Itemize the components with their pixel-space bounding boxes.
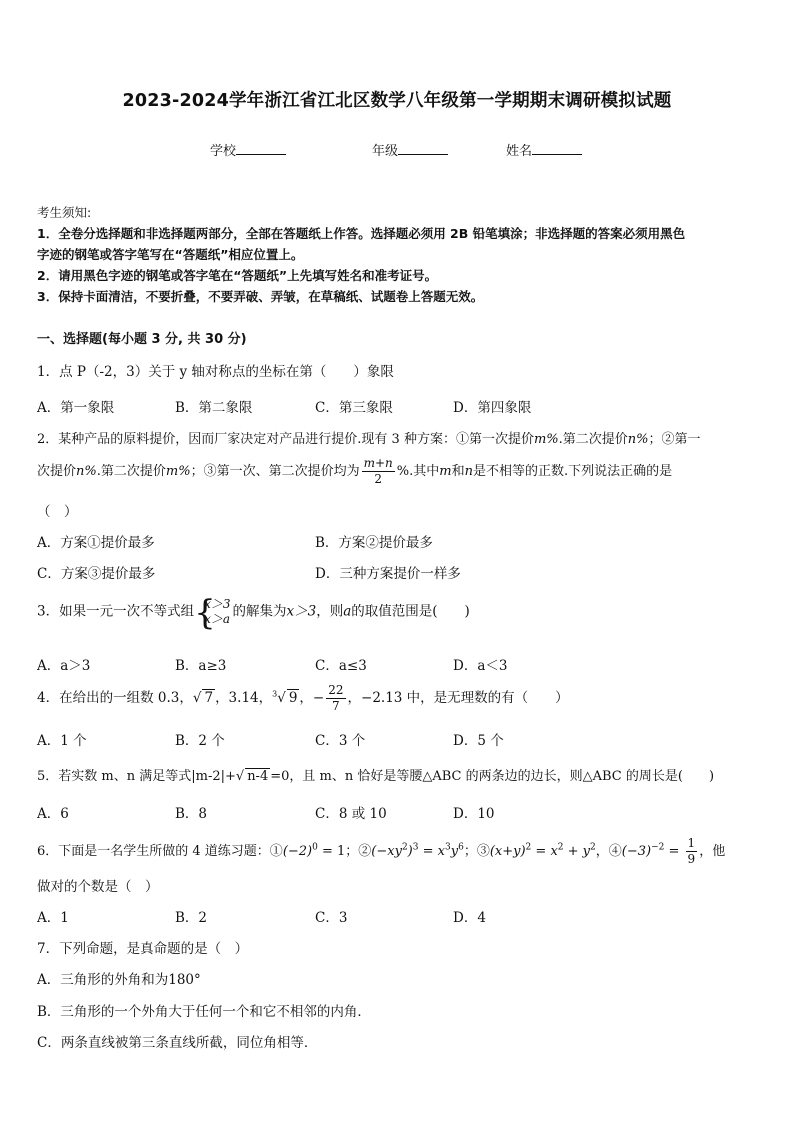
q1-option-a[interactable]: A．第一象限	[37, 400, 115, 416]
q5-option-c[interactable]: C．8 或 10	[315, 806, 387, 822]
school-field[interactable]: 学校	[210, 140, 286, 159]
q6-fraction: $\frac{1}{9}$	[687, 836, 696, 866]
q4-fraction: $\frac{22}{7}$	[328, 683, 344, 713]
q6-option-c[interactable]: C．3	[315, 910, 348, 926]
q4-option-a[interactable]: A．1 个	[37, 733, 87, 749]
q5-option-b[interactable]: B．8	[175, 806, 208, 822]
q6-option-b[interactable]: B．2	[175, 910, 208, 926]
q7-option-c[interactable]: C．两条直线被第三条直线所截，同位角相等．	[37, 1035, 318, 1051]
q4-stem: 4．在给出的一组数 0.3，√ 7 ，3.14，$^3$√ 9 ，− $\frac{22}{7}$ ，−2.13 中，是无理数的有（ ）	[37, 683, 569, 713]
q3-option-c[interactable]: C．a≤3	[315, 658, 367, 674]
notice-item-3: 3．保持卡面清洁，不要折叠，不要弄破、弄皱，在草稿纸、试题卷上答题无效。	[37, 289, 484, 304]
grade-field[interactable]: 年级	[372, 140, 448, 159]
section-heading: 一、选择题(每小题 3 分, 共 30 分)	[37, 332, 247, 347]
q1-stem: 1．点 P（-2，3）关于 y 轴对称点的坐标在第（ ）象限	[37, 364, 394, 380]
q4-option-d[interactable]: D．5 个	[453, 733, 504, 749]
q2-line-3: （ ）	[37, 504, 78, 520]
q6-line-2: 做对的个数是（ ）	[37, 879, 159, 895]
q4-option-b[interactable]: B．2 个	[175, 733, 225, 749]
q4-option-c[interactable]: C．3 个	[315, 733, 366, 749]
q6-option-a[interactable]: A．1	[37, 910, 69, 926]
q3-option-b[interactable]: B．a≥3	[175, 658, 227, 674]
q2-option-c[interactable]: C．方案③提价最多	[37, 566, 156, 582]
notice-item-1a: 1．全卷分选择题和非选择题两部分，全部在答题纸上作答。选择题必须用 2B 铅笔填涂；非选择题的答案必须用黑色	[37, 226, 686, 241]
q6-option-d[interactable]: D．4	[453, 910, 486, 926]
q3-option-a[interactable]: A．a＞3	[37, 658, 91, 674]
q2-fraction: $\frac{m+n}{2}$	[363, 456, 393, 486]
q3-inequality-system: { x＞3 x＞a	[196, 597, 230, 627]
q2-line-2: 次提价n%.第二次提价m%；③第一次、第二次提价均为 $\frac{m+n}{2}$ %.其中m和n是不相等的正数.下列说法正确的是	[37, 456, 673, 486]
q2-option-a[interactable]: A．方案①提价最多	[37, 535, 155, 551]
q7-stem: 7．下列命题，是真命题的是（ ）	[37, 941, 249, 957]
q7-option-a[interactable]: A．三角形的外角和为180°	[37, 972, 201, 988]
q7-option-b[interactable]: B．三角形的一个外角大于任何一个和它不相邻的内角．	[37, 1004, 371, 1020]
notice-item-1b: 字迹的钢笔或答字笔写在“答题纸”相应位置上。	[37, 247, 304, 262]
q5-stem: 5．若实数 m、n 满足等式|m-2|+√ n-4 =0，且 m、n 恰好是等腰△ABC 的两条边的边长，则△ABC 的周长是( )	[37, 769, 715, 784]
q1-option-d[interactable]: D．第四象限	[453, 400, 532, 416]
q6-stem: 6．下面是一名学生所做的 4 道练习题：$①(-2)^0 = 1$；$②(-xy^2)^3 = x^3y^6$；$③(x+y)^2 = x^2 + y^2$，$④(-3)^{-2}$ = $\frac{1}{9}$ ，他	[37, 836, 726, 866]
q1-option-b[interactable]: B．第二象限	[175, 400, 253, 416]
notice-item-2: 2．请用黑色字迹的钢笔或答字笔在“答题纸”上先填写姓名和准考证号。	[37, 268, 438, 283]
name-field[interactable]: 姓名	[506, 140, 582, 159]
page-title: 2023-2024学年浙江省江北区数学八年级第一学期期末调研模拟试题	[122, 91, 672, 111]
q3-option-d[interactable]: D．a＜3	[453, 658, 508, 674]
q1-option-c[interactable]: C．第三象限	[315, 400, 393, 416]
q3-stem: 3．如果一元一次不等式组 { x＞3 x＞a 的解集为x＞3，则a的取值范围是( )	[37, 597, 470, 627]
q2-option-d[interactable]: D．三种方案提价一样多	[315, 566, 461, 582]
notice-header: 考生须知:	[37, 205, 92, 220]
q5-option-a[interactable]: A．6	[37, 806, 69, 822]
q5-option-d[interactable]: D．10	[453, 806, 495, 822]
q2-line-1: 2．某种产品的原料提价，因而厂家决定对产品进行提价.现有 3 种方案：①第一次提价m%.第二次提价n%；②第一	[37, 432, 701, 447]
q2-option-b[interactable]: B．方案②提价最多	[315, 535, 433, 551]
